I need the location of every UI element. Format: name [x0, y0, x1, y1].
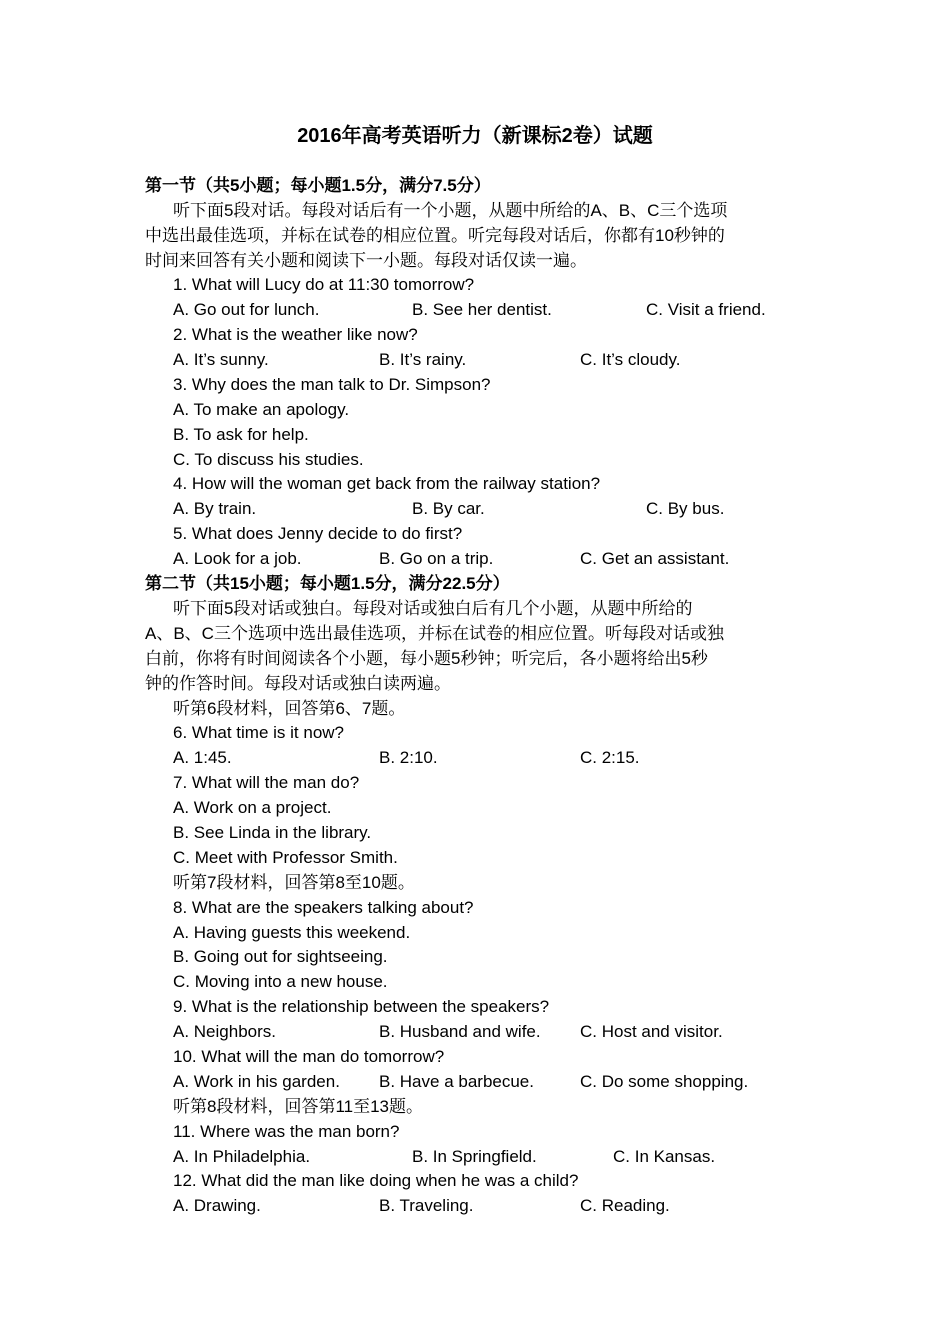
option-a: A. Drawing.: [173, 1196, 261, 1215]
options-row: [0, 1019, 950, 1044]
option-a: A. Having guests this weekend.: [173, 923, 411, 942]
page-title: 2016年高考英语听力（新课标2卷）试题: [297, 125, 653, 147]
option-b: B. Traveling.: [379, 1196, 474, 1215]
option-a: A. Look for a job.: [173, 549, 302, 568]
option-a: A. By train.: [173, 499, 257, 518]
question-3: 3. Why does the man talk to Dr. Simpson?: [173, 375, 491, 394]
question-1: 1. What will Lucy do at 11:30 tomorrow?: [173, 275, 475, 294]
option-a: A. 1:45.: [173, 748, 232, 767]
question-12: 12. What did the man like doing when he was a child?: [173, 1171, 579, 1190]
question-10: 10. What will the man do tomorrow?: [173, 1047, 445, 1066]
option-b: B. By car.: [412, 499, 485, 518]
question-11: 11. Where was the man born?: [173, 1122, 400, 1141]
option-c: C. Host and visitor.: [580, 1022, 723, 1041]
option-b: B. It’s rainy.: [379, 350, 467, 369]
option-b: B. Husband and wife.: [379, 1022, 541, 1041]
material-6-note: 听第6段材料，回答第6、7题。: [173, 699, 406, 718]
section2-intro-line: 钟的作答时间。每段对话或独白读两遍。: [145, 674, 451, 693]
section1-heading: 第一节（共5小题；每小题1.5分，满分7.5分）: [145, 176, 491, 195]
option-c: C. To discuss his studies.: [173, 450, 364, 469]
option-a: A. Work in his garden.: [173, 1072, 340, 1091]
option-c: C. Do some shopping.: [580, 1072, 749, 1091]
options-row: [0, 1193, 950, 1218]
option-c: C. Get an assistant.: [580, 549, 730, 568]
section1-intro-line: 中选出最佳选项，并标在试卷的相应位置。听完每段对话后，你都有10秒钟的: [145, 226, 725, 245]
material-7-note: 听第7段材料，回答第8至10题。: [173, 873, 415, 892]
question-6: 6. What time is it now?: [173, 723, 345, 742]
option-b: B. In Springfield.: [412, 1147, 537, 1166]
option-c: C. Visit a friend.: [646, 300, 766, 319]
material-8-note: 听第8段材料，回答第11至13题。: [173, 1097, 424, 1116]
option-a: A. In Philadelphia.: [173, 1147, 311, 1166]
question-2: 2. What is the weather like now?: [173, 325, 418, 344]
option-a: A. To make an apology.: [173, 400, 350, 419]
option-c: C. Moving into a new house.: [173, 972, 388, 991]
options-row: [0, 347, 950, 372]
section2-heading: 第二节（共15小题；每小题1.5分，满分22.5分）: [145, 574, 510, 593]
option-a: A. Neighbors.: [173, 1022, 276, 1041]
section1-intro-line: 时间来回答有关小题和阅读下一小题。每段对话仅读一遍。: [145, 251, 587, 270]
options-row: [0, 1069, 950, 1094]
question-5: 5. What does Jenny decide to do first?: [173, 524, 463, 543]
option-b: B. See her dentist.: [412, 300, 552, 319]
option-c: C. Meet with Professor Smith.: [173, 848, 398, 867]
options-row: [0, 297, 950, 322]
option-b: B. Going out for sightseeing.: [173, 947, 388, 966]
option-b: B. Go on a trip.: [379, 549, 494, 568]
option-a: A. It’s sunny.: [173, 350, 269, 369]
option-c: C. It’s cloudy.: [580, 350, 681, 369]
options-row: [0, 496, 950, 521]
question-9: 9. What is the relationship between the speakers?: [173, 997, 550, 1016]
section1-intro-line: 听下面5段对话。每段对话后有一个小题，从题中所给的A、B、C三个选项: [173, 201, 728, 220]
options-row: [0, 1144, 950, 1169]
option-c: C. Reading.: [580, 1196, 670, 1215]
option-b: B. Have a barbecue.: [379, 1072, 534, 1091]
section2-intro-line: 白前，你将有时间阅读各个小题，每小题5秒钟；听完后，各小题将给出5秒: [145, 649, 708, 668]
section2-intro-line: 听下面5段对话或独白。每段对话或独白后有几个小题，从题中所给的: [173, 599, 693, 618]
option-a: A. Work on a project.: [173, 798, 332, 817]
question-4: 4. How will the woman get back from the railway station?: [173, 474, 601, 493]
option-c: C. In Kansas.: [613, 1147, 716, 1166]
question-8: 8. What are the speakers talking about?: [173, 898, 474, 917]
options-row: [0, 745, 950, 770]
option-c: C. 2:15.: [580, 748, 640, 767]
option-b: B. 2:10.: [379, 748, 438, 767]
question-7: 7. What will the man do?: [173, 773, 360, 792]
option-a: A. Go out for lunch.: [173, 300, 320, 319]
option-b: B. To ask for help.: [173, 425, 309, 444]
option-c: C. By bus.: [646, 499, 725, 518]
option-b: B. See Linda in the library.: [173, 823, 372, 842]
options-row: [0, 546, 950, 571]
section2-intro-line: A、B、C三个选项中选出最佳选项，并标在试卷的相应位置。听每段对话或独: [145, 624, 724, 643]
